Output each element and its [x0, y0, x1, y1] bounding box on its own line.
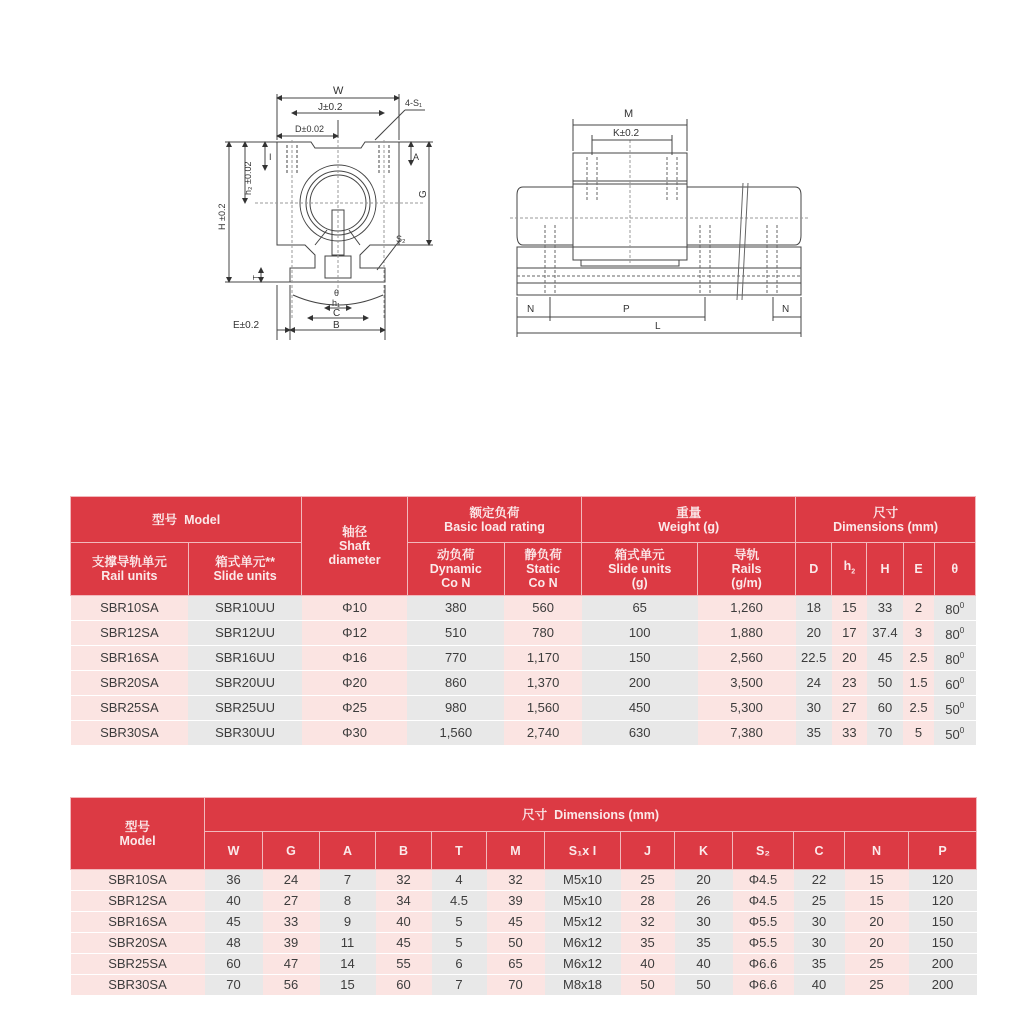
cell-value: 27 — [263, 891, 320, 912]
cell-value: 35 — [794, 954, 845, 975]
cell-sta: 1,370 — [504, 671, 581, 696]
cell-value: 45 — [376, 933, 432, 954]
cell-value: 25 — [621, 870, 675, 891]
cell-value: 5 — [432, 933, 487, 954]
cell-model: SBR12SA — [71, 891, 205, 912]
header-col: N — [845, 832, 909, 870]
label-H: H ±0.2 — [217, 203, 227, 230]
cell-value: 40 — [376, 912, 432, 933]
cell-sta: 560 — [504, 596, 581, 621]
cell-value: M8x18 — [545, 975, 621, 996]
label-J: J±0.2 — [318, 102, 343, 113]
cell-D: 22.5 — [796, 646, 832, 671]
header-theta: θ — [934, 543, 975, 596]
table-row — [71, 696, 976, 721]
label-S2: S₂ — [396, 234, 406, 244]
cell-ws: 150 — [582, 646, 698, 671]
cell-value: 32 — [487, 870, 545, 891]
cell-dyn: 380 — [407, 596, 504, 621]
front-view-drawing — [215, 80, 445, 345]
header-load-rating: 额定负荷 Basic load rating — [407, 497, 582, 543]
cell-value: 55 — [376, 954, 432, 975]
label-G: G — [418, 190, 429, 198]
cell-value: Φ6.6 — [733, 975, 794, 996]
table-row — [71, 621, 976, 646]
cell-value: 5 — [432, 912, 487, 933]
cell-theta: $50^0$ — [934, 721, 975, 746]
cell-H: 45 — [867, 646, 903, 671]
load-rating-table — [70, 496, 976, 746]
cell-slide: SBR25UU — [188, 696, 302, 721]
cell-wr: 1,260 — [698, 596, 796, 621]
cell-value: 40 — [675, 954, 733, 975]
cell-value: 20 — [845, 933, 909, 954]
cell-rail: SBR20SA — [71, 671, 189, 696]
cell-value: 48 — [205, 933, 263, 954]
cell-D: 18 — [796, 596, 832, 621]
label-L: L — [655, 321, 661, 332]
label-N-right: N — [782, 304, 790, 315]
side-view-drawing — [505, 95, 815, 345]
cell-h2: 27 — [832, 696, 867, 721]
label-K: K±0.2 — [613, 128, 640, 139]
cell-theta: $50^0$ — [934, 696, 975, 721]
cell-E: 5 — [903, 721, 934, 746]
cell-wr: 5,300 — [698, 696, 796, 721]
label-theta: θ — [334, 288, 340, 298]
cell-rail: SBR12SA — [71, 621, 189, 646]
cell-value: Φ4.5 — [733, 891, 794, 912]
table-row — [71, 954, 977, 975]
cell-value: 60 — [205, 954, 263, 975]
cell-sta: 1,170 — [504, 646, 581, 671]
cell-value: 26 — [675, 891, 733, 912]
cell-value: 60 — [376, 975, 432, 996]
cell-H: 37.4 — [867, 621, 903, 646]
cell-value: 4.5 — [432, 891, 487, 912]
header-weight-slide: 箱式单元 Slide units (g) — [582, 543, 698, 596]
cell-value: 32 — [621, 912, 675, 933]
cell-model: SBR16SA — [71, 912, 205, 933]
table-row — [71, 671, 976, 696]
header-rail-units: 支撑导轨单元 Rail units — [71, 543, 189, 596]
cell-value: M6x12 — [545, 933, 621, 954]
header-h2: $h_2$ — [832, 543, 867, 596]
cell-h2: 20 — [832, 646, 867, 671]
header-H: H — [867, 543, 903, 596]
header-col: S₁x I — [545, 832, 621, 870]
header-dimensions: 尺寸 Dimensions (mm) — [796, 497, 976, 543]
label-4-S1: 4-S₁ — [405, 98, 423, 108]
label-C: C — [333, 308, 341, 319]
header-col: B — [376, 832, 432, 870]
cell-value: 8 — [320, 891, 376, 912]
cell-shaft: Φ10 — [302, 596, 407, 621]
cell-value: 150 — [909, 933, 977, 954]
label-E: E±0.2 — [233, 320, 260, 331]
cell-value: Φ4.5 — [733, 870, 794, 891]
cell-value: 33 — [263, 912, 320, 933]
cell-value: 40 — [794, 975, 845, 996]
cell-value: 120 — [909, 891, 977, 912]
header-dimensions: 尺寸 Dimensions (mm) — [205, 798, 977, 832]
cell-value: 65 — [487, 954, 545, 975]
cell-H: 33 — [867, 596, 903, 621]
header-col: G — [263, 832, 320, 870]
cell-value: Φ6.6 — [733, 954, 794, 975]
table-row — [71, 891, 977, 912]
cell-theta: $80^0$ — [934, 596, 975, 621]
header-col: S₂ — [733, 832, 794, 870]
cell-wr: 1,880 — [698, 621, 796, 646]
cell-value: 11 — [320, 933, 376, 954]
cell-dyn: 770 — [407, 646, 504, 671]
label-I: I — [269, 152, 272, 162]
cell-dyn: 860 — [407, 671, 504, 696]
label-D: D±0.02 — [295, 124, 324, 134]
cell-value: 22 — [794, 870, 845, 891]
cell-shaft: Φ25 — [302, 696, 407, 721]
header-D: D — [796, 543, 832, 596]
cell-D: 24 — [796, 671, 832, 696]
cell-value: 6 — [432, 954, 487, 975]
cell-value: 25 — [845, 975, 909, 996]
header-col: T — [432, 832, 487, 870]
cell-value: 36 — [205, 870, 263, 891]
cell-value: 35 — [675, 933, 733, 954]
table-row — [71, 912, 977, 933]
cell-shaft: Φ12 — [302, 621, 407, 646]
cell-value: 15 — [845, 870, 909, 891]
dimensions-table — [70, 797, 977, 996]
label-M: M — [624, 108, 634, 120]
cell-value: M5x10 — [545, 870, 621, 891]
label-h1: h₁ — [332, 298, 341, 308]
cell-value: 200 — [909, 954, 977, 975]
table-row — [71, 721, 976, 746]
cell-rail: SBR16SA — [71, 646, 189, 671]
cell-model: SBR10SA — [71, 870, 205, 891]
cell-H: 70 — [867, 721, 903, 746]
table-row — [71, 975, 977, 996]
cell-D: 35 — [796, 721, 832, 746]
cell-wr: 7,380 — [698, 721, 796, 746]
table-row — [71, 596, 976, 621]
cell-value: M5x12 — [545, 912, 621, 933]
header-col: C — [794, 832, 845, 870]
cell-value: 45 — [205, 912, 263, 933]
cell-value: 14 — [320, 954, 376, 975]
cell-slide: SBR30UU — [188, 721, 302, 746]
header-slide-units: 箱式单元** Slide units — [188, 543, 302, 596]
header-dynamic: 动负荷 Dynamic Co N — [407, 543, 504, 596]
cell-value: 15 — [845, 891, 909, 912]
table-row — [71, 933, 977, 954]
cell-sta: 2,740 — [504, 721, 581, 746]
cell-value: 32 — [376, 870, 432, 891]
header-col: K — [675, 832, 733, 870]
cell-value: 39 — [263, 933, 320, 954]
cell-value: 28 — [621, 891, 675, 912]
cell-value: 7 — [320, 870, 376, 891]
cell-h2: 23 — [832, 671, 867, 696]
table-row — [71, 646, 976, 671]
cell-wr: 2,560 — [698, 646, 796, 671]
cell-E: 2.5 — [903, 696, 934, 721]
cell-value: 30 — [794, 912, 845, 933]
cell-shaft: Φ16 — [302, 646, 407, 671]
cell-value: 40 — [205, 891, 263, 912]
label-B: B — [333, 320, 340, 331]
cell-ws: 100 — [582, 621, 698, 646]
cell-dyn: 980 — [407, 696, 504, 721]
label-W: W — [333, 85, 344, 97]
cell-sta: 1,560 — [504, 696, 581, 721]
cell-value: M6x12 — [545, 954, 621, 975]
header-weight-rails: 导轨 Rails (g/m) — [698, 543, 796, 596]
header-shaft: 轴径 Shaft diameter — [302, 497, 407, 596]
label-T: T — [252, 275, 261, 280]
cell-value: 24 — [263, 870, 320, 891]
cell-ws: 630 — [582, 721, 698, 746]
header-model: 型号 Model — [71, 497, 302, 543]
cell-value: Φ5.5 — [733, 933, 794, 954]
cell-model: SBR30SA — [71, 975, 205, 996]
cell-value: M5x10 — [545, 891, 621, 912]
header-col: J — [621, 832, 675, 870]
cell-ws: 200 — [582, 671, 698, 696]
cell-value: 70 — [487, 975, 545, 996]
cell-D: 30 — [796, 696, 832, 721]
cell-value: 25 — [794, 891, 845, 912]
cell-h2: 33 — [832, 721, 867, 746]
cell-value: 50 — [621, 975, 675, 996]
header-static: 静负荷 Static Co N — [504, 543, 581, 596]
cell-value: 4 — [432, 870, 487, 891]
cell-theta: $80^0$ — [934, 646, 975, 671]
cell-value: 20 — [675, 870, 733, 891]
cell-model: SBR25SA — [71, 954, 205, 975]
header-E: E — [903, 543, 934, 596]
label-h2: h₂ ±0.02 — [243, 161, 253, 195]
cell-value: 56 — [263, 975, 320, 996]
cell-value: Φ5.5 — [733, 912, 794, 933]
header-weight: 重量 Weight (g) — [582, 497, 796, 543]
cell-shaft: Φ30 — [302, 721, 407, 746]
cell-value: 7 — [432, 975, 487, 996]
cell-ws: 450 — [582, 696, 698, 721]
cell-H: 50 — [867, 671, 903, 696]
label-A: A — [413, 152, 420, 162]
cell-slide: SBR10UU — [188, 596, 302, 621]
cell-value: 34 — [376, 891, 432, 912]
cell-value: 150 — [909, 912, 977, 933]
cell-model: SBR20SA — [71, 933, 205, 954]
header-col: M — [487, 832, 545, 870]
cell-E: 1.5 — [903, 671, 934, 696]
cell-value: 35 — [621, 933, 675, 954]
cell-E: 3 — [903, 621, 934, 646]
header-col: W — [205, 832, 263, 870]
cell-slide: SBR12UU — [188, 621, 302, 646]
cell-wr: 3,500 — [698, 671, 796, 696]
cell-rail: SBR30SA — [71, 721, 189, 746]
header-col: P — [909, 832, 977, 870]
cell-theta: $60^0$ — [934, 671, 975, 696]
cell-dyn: 1,560 — [407, 721, 504, 746]
cell-value: 50 — [675, 975, 733, 996]
cell-D: 20 — [796, 621, 832, 646]
cell-h2: 17 — [832, 621, 867, 646]
cell-value: 200 — [909, 975, 977, 996]
table-row — [71, 870, 977, 891]
cell-slide: SBR16UU — [188, 646, 302, 671]
cell-value: 40 — [621, 954, 675, 975]
cell-value: 20 — [845, 912, 909, 933]
cell-E: 2 — [903, 596, 934, 621]
label-N-left: N — [527, 304, 535, 315]
cell-slide: SBR20UU — [188, 671, 302, 696]
header-col: A — [320, 832, 376, 870]
cell-value: 15 — [320, 975, 376, 996]
cell-value: 45 — [487, 912, 545, 933]
header-model: 型号 Model — [71, 798, 205, 870]
cell-ws: 65 — [582, 596, 698, 621]
cell-value: 47 — [263, 954, 320, 975]
cell-H: 60 — [867, 696, 903, 721]
cell-value: 9 — [320, 912, 376, 933]
label-P: P — [623, 304, 630, 315]
cell-dyn: 510 — [407, 621, 504, 646]
cell-value: 70 — [205, 975, 263, 996]
cell-E: 2.5 — [903, 646, 934, 671]
cell-shaft: Φ20 — [302, 671, 407, 696]
cell-h2: 15 — [832, 596, 867, 621]
cell-value: 39 — [487, 891, 545, 912]
cell-rail: SBR10SA — [71, 596, 189, 621]
cell-value: 120 — [909, 870, 977, 891]
cell-value: 50 — [487, 933, 545, 954]
cell-sta: 780 — [504, 621, 581, 646]
cell-value: 25 — [845, 954, 909, 975]
cell-value: 30 — [675, 912, 733, 933]
cell-value: 30 — [794, 933, 845, 954]
cell-rail: SBR25SA — [71, 696, 189, 721]
cell-theta: $80^0$ — [934, 621, 975, 646]
